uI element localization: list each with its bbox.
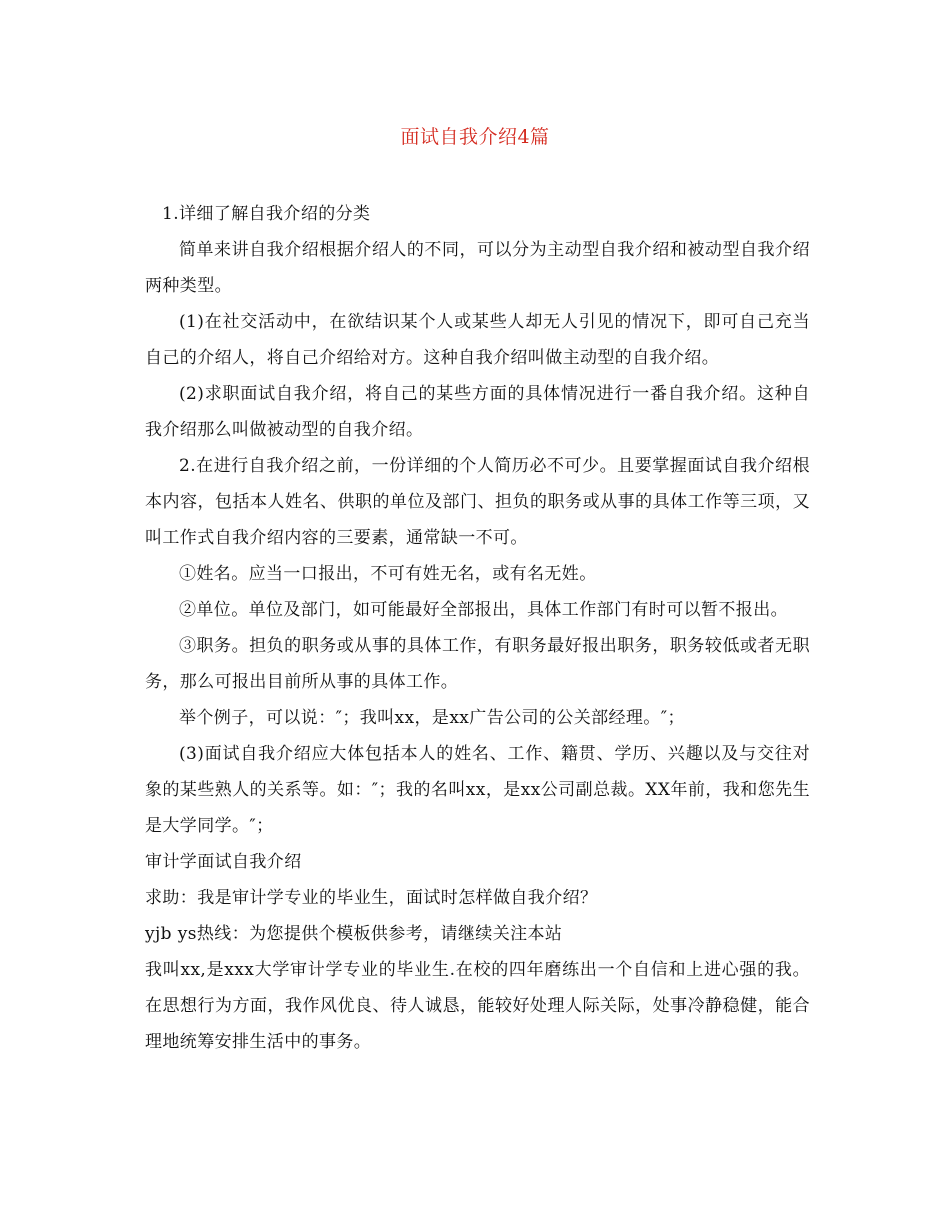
paragraph-example: 举个例子，可以说：″；我叫xx，是xx广告公司的公关部经理。″； [179,708,685,728]
paragraph-content-scope: (3)面试自我介绍应大体包括本人的姓名、工作、籍贯、学历、兴趣以及与交往对象的某些熟人的关系等。如：″；我的名叫xx，是xx公司副总裁。XX年前，我和您先生是大学同学。″； [145,744,810,836]
paragraph-question: 求助：我是审计学专业的毕业生，面试时怎样做自我介绍？ [145,888,598,908]
list-item-position: ③职务。担负的职务或从事的具体工作，有职务最好报出职务，职务较低或者无职务，那么可报出目前所从事的具体工作。 [145,636,810,692]
document-body [145,196,810,1060]
list-item-name: ①姓名。应当一口报出，不可有姓无名，或有名无姓。 [179,564,597,584]
list-item-unit: ②单位。单位及部门，如可能最好全部报出，具体工作部门有时可以暂不报出。 [179,600,788,620]
paragraph-resume: 2.在进行自我介绍之前，一份详细的个人简历必不可少。且要掌握面试自我介绍根本内容，包括本人姓名、供职的单位及部门、担负的职务或从事的具体工作等三项，又叫工作式自我介绍内容的三要素，通常缺一不可。 [145,456,810,548]
section-heading-1: 1.详细了解自我介绍的分类 [162,204,371,224]
paragraph-passive-type: (2)求职面试自我介绍，将自己的某些方面的具体情况进行一番自我介绍。这种自我介绍那么叫做被动型的自我介绍。 [145,384,810,440]
section-heading-audit: 审计学面试自我介绍 [145,852,302,872]
paragraph-sample-intro: 我叫xx,是xxx大学审计学专业的毕业生.在校的四年磨练出一个自信和上进心强的我。在思想行为方面，我作风优良、待人诚恳，能较好处理人际关际，处事冷静稳健，能合理地统筹安排生活中的事务。 [145,960,810,1052]
paragraph-hotline: yjb ys热线：为您提供个模板供参考，请继续关注本站 [145,924,563,944]
document-title: 面试自我介绍4篇 [400,126,550,148]
paragraph-active-type: (1)在社交活动中，在欲结识某个人或某些人却无人引见的情况下，即可自己充当自己的介绍人，将自己介绍给对方。这种自我介绍叫做主动型的自我介绍。 [145,312,810,368]
paragraph-intro: 简单来讲自我介绍根据介绍人的不同，可以分为主动型自我介绍和被动型自我介绍两种类型。 [145,240,810,296]
